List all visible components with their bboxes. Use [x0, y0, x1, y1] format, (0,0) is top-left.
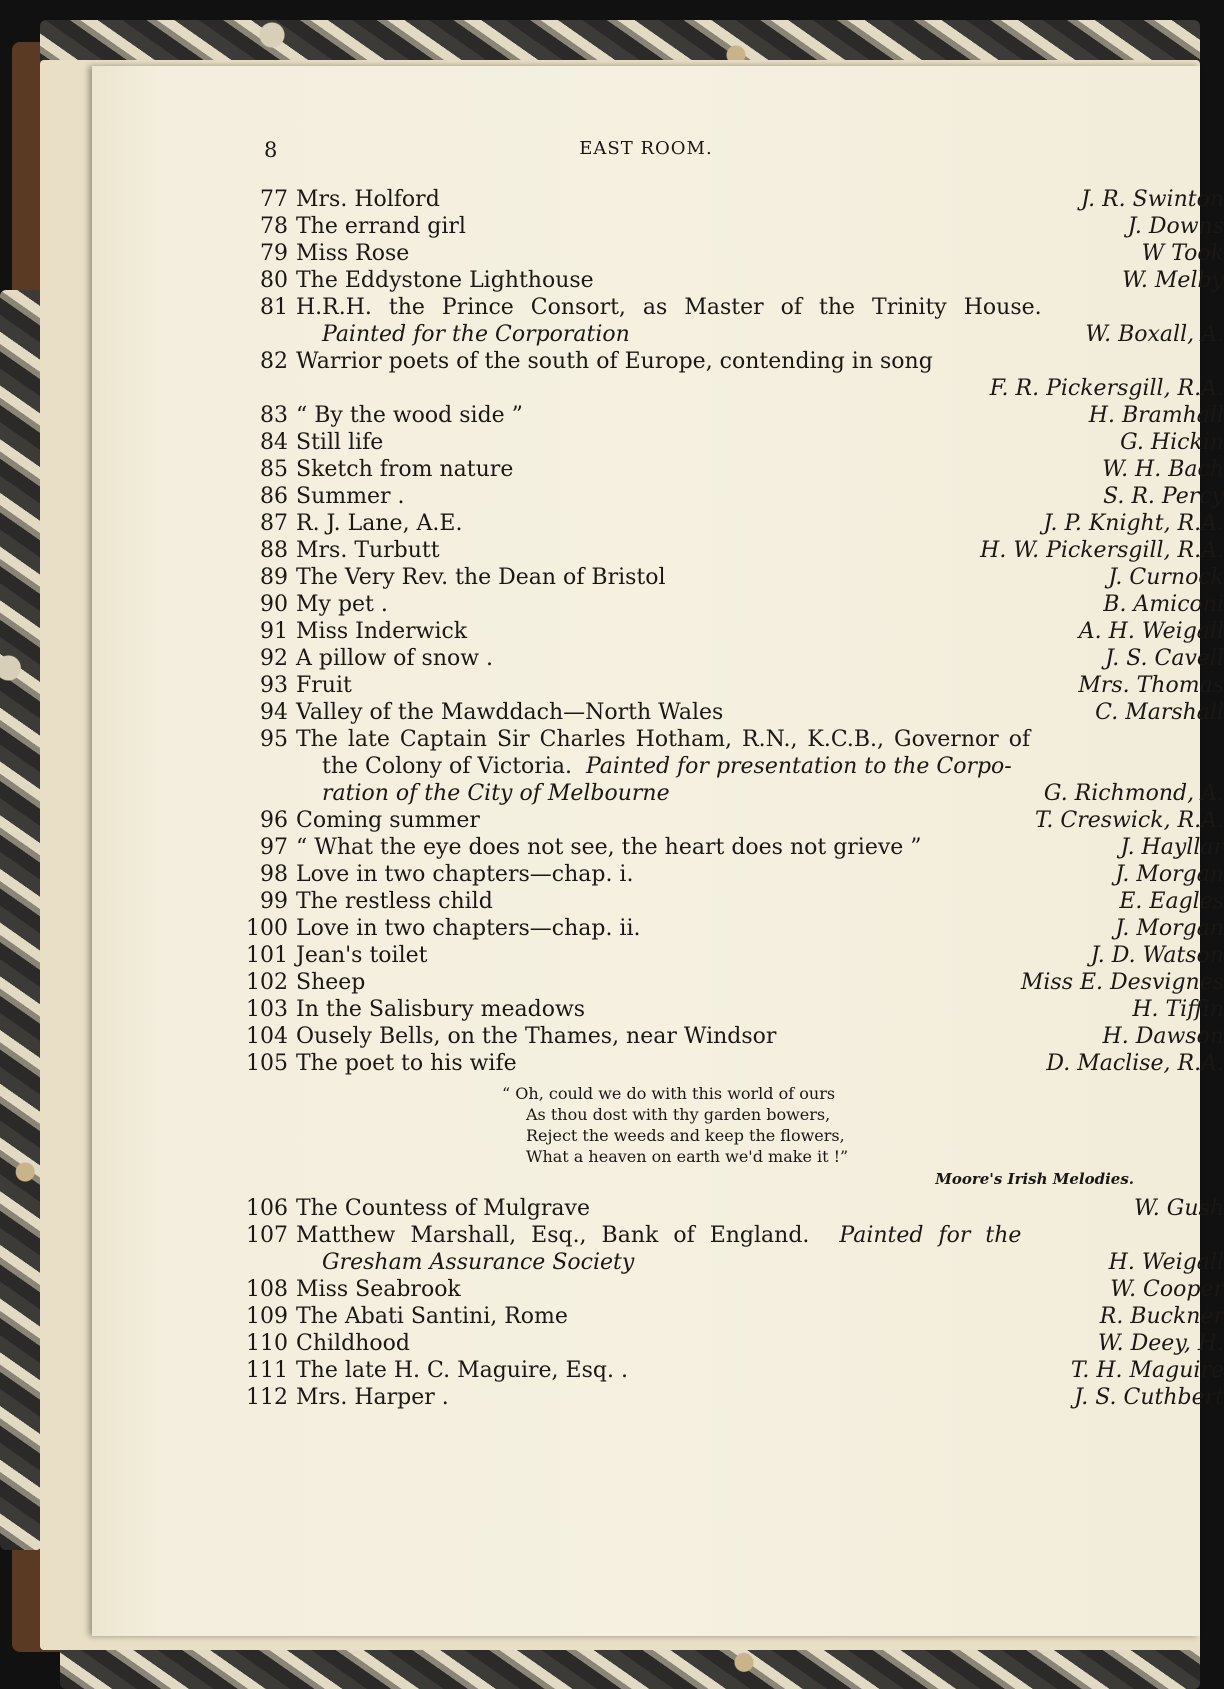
entry-title: “ By the wood side ”	[296, 403, 523, 428]
verse-quotation	[244, 1077, 1224, 1195]
catalogue-entry	[244, 1303, 1224, 1330]
catalogue-entry	[244, 294, 1224, 321]
entry-artist: D. Maclise, R.A.	[1046, 1051, 1224, 1076]
entry-title: Sketch from nature	[296, 457, 514, 482]
entry-number: 97	[260, 835, 288, 860]
entry-note: Gresham Assurance Society	[322, 1250, 635, 1275]
entry-title: Childhood	[296, 1331, 410, 1356]
entry-artist: J. R. Swinton	[1080, 187, 1224, 212]
entry-title: A pillow of snow .	[296, 646, 494, 671]
entry-list	[244, 186, 1224, 1411]
catalogue-entry	[244, 240, 1224, 267]
entry-artist: H. Weigall	[1108, 1250, 1224, 1275]
catalogue-entry	[244, 510, 1224, 537]
entry-title: Mrs. Turbutt	[296, 538, 440, 563]
catalogue-entry	[244, 429, 1224, 456]
catalogue-entry	[244, 1222, 1224, 1249]
catalogue-entry	[244, 1276, 1224, 1303]
entry-artist: J. D. Watson	[1090, 943, 1224, 968]
entry-artist: H. W. Pickersgill, R.A.	[980, 538, 1224, 563]
catalogue-entry	[244, 1357, 1224, 1384]
entry-artist: W Took	[1141, 241, 1224, 266]
catalogue-entry	[244, 1023, 1224, 1050]
entry-title: Fruit	[296, 673, 352, 698]
entry-number: 110	[246, 1331, 288, 1356]
catalogue-entry	[244, 996, 1224, 1023]
entry-title: Miss Seabrook	[296, 1277, 461, 1302]
entry-title: Warrior poets of the south of Europe, contending in song	[296, 349, 933, 374]
entry-note: Painted for the Corporation	[322, 322, 630, 347]
entry-artist: W. H. Bach	[1102, 457, 1224, 482]
entry-title: Still life	[296, 430, 384, 455]
entry-artist: W. Boxall, A.	[1085, 322, 1224, 347]
running-head: EAST ROOM.	[579, 138, 713, 159]
entry-number: 86	[260, 484, 288, 509]
catalogue-entry	[244, 834, 1224, 861]
entry-number: 78	[260, 214, 288, 239]
entry-number: 99	[260, 889, 288, 914]
entry-title: The restless child	[296, 889, 493, 914]
entry-artist: H. Dawson	[1102, 1024, 1224, 1049]
entry-number: 93	[260, 673, 288, 698]
entry-number: 90	[260, 592, 288, 617]
entry-title: Miss Rose	[296, 241, 410, 266]
entry-title: The Very Rev. the Dean of Bristol	[296, 565, 666, 590]
entry-number: 108	[246, 1277, 288, 1302]
catalogue-entry	[244, 618, 1224, 645]
entry-title: The late H. C. Maguire, Esq. .	[296, 1358, 628, 1383]
catalogue-entry	[244, 537, 1224, 564]
entry-artist: H. Tiffin	[1132, 997, 1224, 1022]
entry-number: 79	[260, 241, 288, 266]
entry-artist: R. Buckner	[1099, 1304, 1224, 1329]
entry-number: 83	[260, 403, 288, 428]
entry-number: 80	[260, 268, 288, 293]
entry-number: 89	[260, 565, 288, 590]
catalogue-entry	[244, 456, 1224, 483]
entry-title: “ What the eye does not see, the heart does not grieve ”	[296, 835, 922, 860]
entry-artist: J. S. Cuthbert	[1074, 1385, 1224, 1410]
catalogue-entry	[244, 942, 1224, 969]
entry-number: 87	[260, 511, 288, 536]
entry-artist: G. Richmond, A.	[1043, 781, 1224, 806]
entry-title: Jean's toilet	[296, 943, 428, 968]
entry-number: 85	[260, 457, 288, 482]
entry-title: Valley of the Mawddach—North Wales	[296, 700, 724, 725]
catalogue-entry	[244, 348, 1224, 375]
entry-title: The Eddystone Lighthouse	[296, 268, 594, 293]
entry-artist: E. Eagles	[1119, 889, 1224, 914]
catalogue-entry-continuation	[244, 753, 1224, 780]
catalogue-entry	[244, 699, 1224, 726]
entry-artist: Miss E. Desvignes	[1020, 970, 1224, 995]
entry-number: 82	[260, 349, 288, 374]
catalogue-entry	[244, 1330, 1224, 1357]
entry-number: 88	[260, 538, 288, 563]
entry-artist: T. Creswick, R.A.	[1034, 808, 1224, 833]
entry-number: 95	[260, 727, 288, 752]
entry-number: 106	[246, 1196, 288, 1221]
catalogue-entry	[244, 861, 1224, 888]
entry-artist: W. Gush	[1134, 1196, 1224, 1221]
entry-title: Love in two chapters—chap. i.	[296, 862, 634, 887]
verse-line: Reject the weeds and keep the flowers,	[526, 1126, 845, 1145]
entry-number: 112	[246, 1385, 288, 1410]
entry-number: 84	[260, 430, 288, 455]
entry-artist: G. Hickin	[1120, 430, 1224, 455]
entry-artist: W. Melby	[1122, 268, 1224, 293]
catalogue-entry	[244, 1050, 1224, 1077]
entry-artist: B. Amiconi	[1103, 592, 1224, 617]
catalogue-entry	[244, 726, 1224, 753]
catalogue-entry	[244, 483, 1224, 510]
entry-number: 109	[246, 1304, 288, 1329]
entry-title: The poet to his wife	[296, 1051, 517, 1076]
catalogue-entry-continuation	[244, 1249, 1224, 1276]
entry-artist: J. S. Cavell	[1105, 646, 1224, 671]
entry-artist: F. R. Pickersgill, R.A.	[989, 376, 1224, 401]
entry-artist: J. Curnock	[1108, 565, 1224, 590]
entry-title: The errand girl	[296, 214, 466, 239]
entry-artist: W. Deey, H.	[1097, 1331, 1224, 1356]
entry-artist: H. Bramhall	[1088, 403, 1224, 428]
entry-title: Summer .	[296, 484, 405, 509]
catalogue-entry	[244, 186, 1224, 213]
entry-title: The late Captain Sir Charles Hotham, R.N., K.C.B., Governor of	[296, 727, 1031, 752]
entry-title: H.R.H. the Prince Consort, as Master of the Trinity House.	[296, 295, 1042, 320]
entry-title: My pet .	[296, 592, 388, 617]
catalogue-entry-continuation	[244, 375, 1224, 402]
entry-title: Mrs. Harper .	[296, 1385, 449, 1410]
entry-title: Miss Inderwick	[296, 619, 468, 644]
catalogue-entry	[244, 267, 1224, 294]
entry-artist: J. Morgan	[1115, 916, 1224, 941]
entry-artist: W. Cooper	[1110, 1277, 1224, 1302]
entry-artist: J. P. Knight, R.A.	[1043, 511, 1224, 536]
entry-title-continued: the Colony of Victoria. Painted for presentation to the Corpo-	[322, 754, 1012, 779]
entry-number: 94	[260, 700, 288, 725]
page-number: 8	[264, 138, 278, 162]
catalogue-entry	[244, 888, 1224, 915]
entry-number: 100	[246, 916, 288, 941]
entry-number: 77	[260, 187, 288, 212]
entry-artist: J. Hayllar	[1120, 835, 1224, 860]
entry-artist: J. Downs	[1127, 214, 1224, 239]
entry-title: Matthew Marshall, Esq., Bank of England. Painted for the	[296, 1223, 1022, 1248]
entry-title: In the Salisbury meadows	[296, 997, 586, 1022]
catalogue-entry	[244, 402, 1224, 429]
catalogue-entry-continuation	[244, 321, 1224, 348]
entry-number: 103	[246, 997, 288, 1022]
entry-title: Mrs. Holford	[296, 187, 440, 212]
catalogue-entry	[244, 672, 1224, 699]
entry-artist: J. Morgan	[1115, 862, 1224, 887]
verse-line: What a heaven on earth we'd make it !”	[526, 1147, 849, 1166]
entry-number: 104	[246, 1024, 288, 1049]
entry-number: 81	[260, 295, 288, 320]
entry-artist: A. H. Weigall	[1078, 619, 1224, 644]
verse-line: “ Oh, could we do with this world of ours	[502, 1084, 836, 1103]
catalogue-page	[92, 66, 1224, 1636]
entry-number: 91	[260, 619, 288, 644]
entry-title: Love in two chapters—chap. ii.	[296, 916, 641, 941]
entry-artist: Mrs. Thomas	[1078, 673, 1224, 698]
catalogue-entry	[244, 1384, 1224, 1411]
catalogue-entry	[244, 1195, 1224, 1222]
entry-number: 111	[246, 1358, 288, 1383]
entry-number: 105	[246, 1051, 288, 1076]
catalogue-entry	[244, 564, 1224, 591]
entry-title: R. J. Lane, A.E.	[296, 511, 463, 536]
verse-line: As thou dost with thy garden bowers,	[526, 1105, 831, 1124]
marbled-endpaper-left	[0, 290, 42, 1550]
catalogue-entry	[244, 645, 1224, 672]
entry-title: Sheep	[296, 970, 366, 995]
entry-note: ration of the City of Melbourne	[322, 781, 670, 806]
entry-number: 96	[260, 808, 288, 833]
catalogue-entry	[244, 915, 1224, 942]
catalogue-entry	[244, 807, 1224, 834]
entry-title: Ousely Bells, on the Thames, near Windsor	[296, 1024, 777, 1049]
verse-source: Moore's Irish Melodies.	[935, 1170, 1134, 1188]
entry-number: 102	[246, 970, 288, 995]
entry-artist: T. H. Maguire	[1070, 1358, 1224, 1383]
entry-title: The Countess of Mulgrave	[296, 1196, 590, 1221]
catalogue-entry-continuation	[244, 780, 1224, 807]
catalogue-entry	[244, 969, 1224, 996]
entry-number: 92	[260, 646, 288, 671]
entry-title: The Abati Santini, Rome	[296, 1304, 568, 1329]
catalogue-entry	[244, 591, 1224, 618]
entry-title: Coming summer	[296, 808, 480, 833]
entry-number: 101	[246, 943, 288, 968]
catalogue-entry	[244, 213, 1224, 240]
entry-artist: C. Marshall	[1095, 700, 1224, 725]
entry-artist: S. R. Percy	[1103, 484, 1224, 509]
entry-number: 98	[260, 862, 288, 887]
entry-number: 107	[246, 1223, 288, 1248]
